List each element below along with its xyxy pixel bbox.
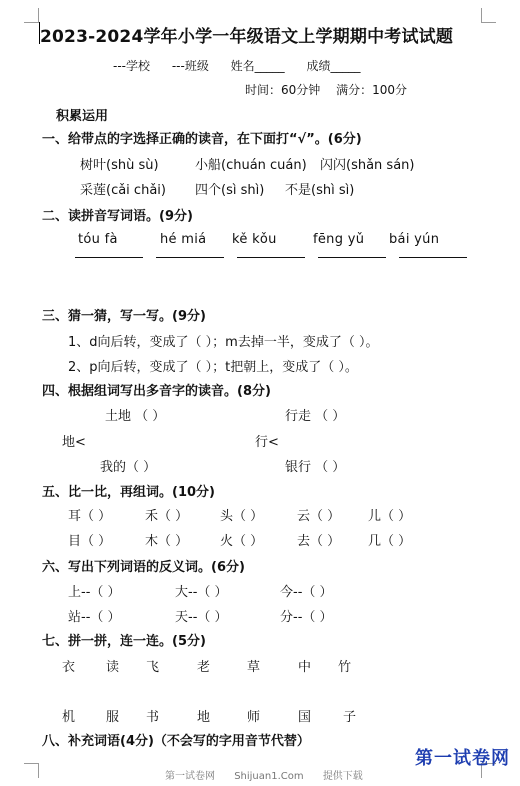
match-char: 中 — [298, 660, 312, 675]
antonym-item: 站--（ ） — [68, 610, 121, 625]
pinyin-item: fēng yǔ — [313, 232, 365, 247]
class-field: ---班级 — [171, 59, 209, 73]
antonym-item: 上--（ ） — [68, 585, 121, 600]
section-7-heading: 七、拼一拼，连一连。(5分) — [42, 634, 206, 649]
section-3-heading: 三、猜一猜，写一写。(9分) — [42, 309, 206, 324]
student-info-line — [113, 57, 379, 74]
answer-blank[interactable] — [399, 257, 467, 258]
section-3-line: 1、d向后转，变成了（ ）；m去掉一半，变成了（ ）。 — [68, 335, 379, 350]
pinyin-item: bái yún — [389, 232, 440, 247]
time-limit: 时间：60分钟 — [245, 83, 321, 97]
match-char: 地 — [197, 710, 211, 725]
antonym-item: 大--（ ） — [175, 585, 228, 600]
section-5-heading: 五、比一比，再组词。(10分) — [42, 485, 215, 500]
compare-item: 目（ ） — [68, 534, 112, 549]
section-1-item: 闪闪(shǎn sán) — [320, 158, 415, 173]
answer-blank[interactable] — [237, 257, 305, 258]
match-char: 国 — [298, 710, 312, 725]
polyphone-item: 行走 （ ） — [285, 409, 346, 424]
match-char: 子 — [343, 710, 357, 725]
section-4-heading: 四、根据组词写出多音字的读音。(8分) — [42, 384, 271, 399]
match-char: 机 — [62, 710, 76, 725]
match-char: 竹 — [338, 660, 352, 675]
answer-blank[interactable] — [156, 257, 224, 258]
section-6-heading: 六、写出下列词语的反义词。(6分) — [42, 560, 245, 575]
polyphone-char: 地< — [62, 435, 86, 450]
footer-site-name: 第一试卷网 — [165, 771, 215, 782]
match-char: 草 — [247, 660, 261, 675]
match-char: 飞 — [146, 660, 160, 675]
part-title: 积累运用 — [56, 109, 109, 124]
match-char: 衣 — [62, 660, 76, 675]
polyphone-item: 银行 （ ） — [285, 460, 346, 475]
brand-watermark: 第一试卷网 — [415, 748, 510, 769]
compare-item: 头（ ） — [220, 509, 264, 524]
section-3-line: 2、p向后转，变成了（ ）；t把朝上，变成了（ ）。 — [68, 360, 358, 375]
school-field: ---学校 — [113, 59, 150, 73]
pinyin-item: kě kǒu — [232, 232, 277, 247]
name-field: 姓名_____ — [230, 59, 285, 73]
match-char: 读 — [106, 660, 120, 675]
match-char: 书 — [146, 710, 160, 725]
section-1-item: 树叶(shù sù) — [80, 158, 159, 173]
exam-meta-line — [245, 81, 419, 98]
compare-item: 木（ ） — [145, 534, 189, 549]
polyphone-char: 行< — [255, 435, 279, 450]
compare-item: 几（ ） — [368, 534, 412, 549]
compare-item: 云（ ） — [297, 509, 341, 524]
match-char: 服 — [106, 710, 120, 725]
answer-blank[interactable] — [318, 257, 386, 258]
polyphone-item: 土地 （ ） — [105, 409, 166, 424]
section-1-item: 不是(shì sì) — [285, 183, 355, 198]
page-footer — [165, 767, 379, 782]
score-field: 成绩_____ — [306, 59, 361, 73]
footer-download-text: 提供下载 — [322, 771, 363, 782]
antonym-item: 分--（ ） — [280, 610, 333, 625]
answer-blank[interactable] — [75, 257, 143, 258]
antonym-item: 天--（ ） — [175, 610, 228, 625]
antonym-item: 今--（ ） — [280, 585, 333, 600]
section-1-item: 四个(sì shì) — [195, 183, 265, 198]
pinyin-item: tóu fà — [78, 232, 118, 247]
compare-item: 去（ ） — [297, 534, 341, 549]
crop-mark-top-left — [24, 8, 39, 23]
compare-item: 火（ ） — [220, 534, 264, 549]
footer-site-domain: Shijuan1.Com — [234, 771, 304, 782]
full-score: 满分：100分 — [336, 83, 408, 97]
compare-item: 耳（ ） — [68, 509, 112, 524]
crop-mark-bottom-left — [24, 763, 39, 778]
section-1-item: 采莲(cǎi chǎi) — [80, 183, 166, 198]
section-2-heading: 二、读拼音写词语。(9分) — [42, 209, 193, 224]
page-title: 2023-2024学年小学一年级语文上学期期中考试试题 — [40, 27, 454, 47]
section-1-heading: 一、给带点的字选择正确的读音，在下面打“√”。(6分) — [42, 132, 362, 147]
section-1-item: 小船(chuán cuán) — [195, 158, 307, 173]
compare-item: 儿（ ） — [368, 509, 412, 524]
polyphone-item: 我的（ ） — [100, 460, 157, 475]
compare-item: 禾（ ） — [145, 509, 189, 524]
pinyin-item: hé miá — [160, 232, 207, 247]
match-char: 老 — [197, 660, 211, 675]
match-char: 师 — [247, 710, 261, 725]
section-8-heading: 八、补充词语(4分)（不会写的字用音节代替） — [42, 734, 310, 749]
crop-mark-top-right — [481, 8, 496, 23]
